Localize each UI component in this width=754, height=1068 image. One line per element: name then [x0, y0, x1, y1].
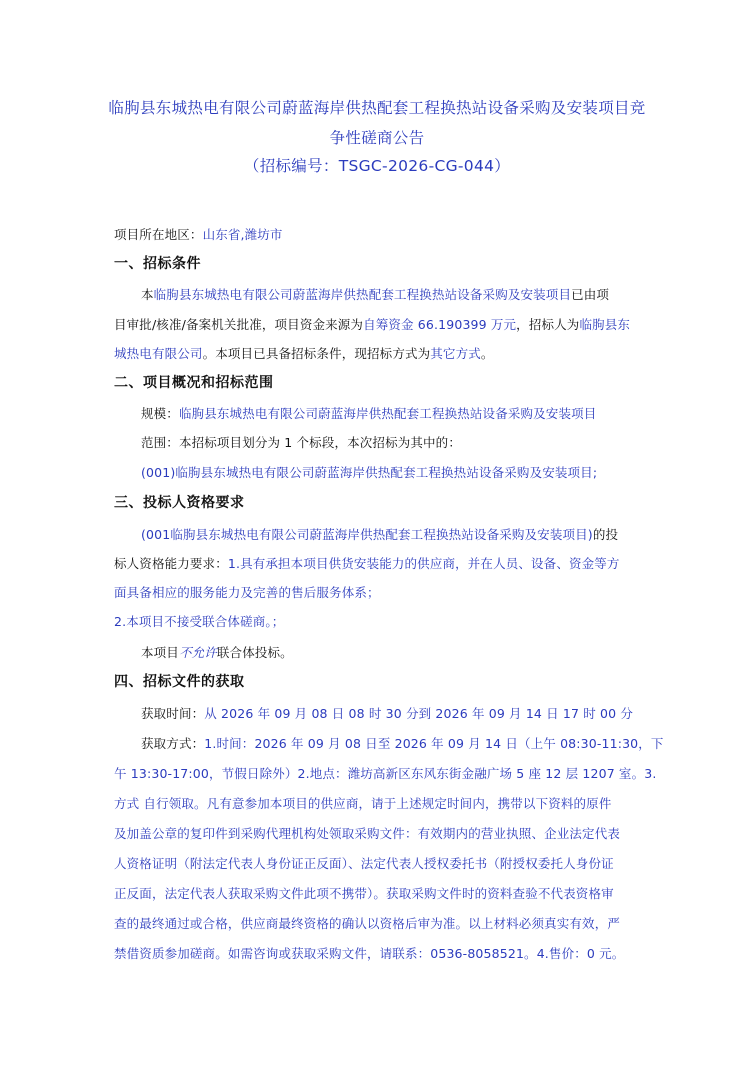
s4-way-line-7: 查的最终通过或合格，供应商最终资格的确认以资格后审为准。以上材料必须真实有效，严	[114, 916, 621, 931]
title-line-2: 争性磋商公告	[329, 129, 425, 147]
s4-time: 获取时间：从 2026 年 09 月 08 日 08 时 30 分到 2026 年 09 月 14 日 17 时 00 分	[141, 706, 634, 721]
region-value: 山东省,潍坊市	[202, 227, 283, 242]
s3-line-3: 面具备相应的服务能力及完善的售后服务体系；	[114, 585, 380, 600]
s1-paragraph-line-1: 本临朐县东城热电有限公司蔚蓝海岸供热配套工程换热站设备采购及安装项目已由项	[141, 287, 610, 302]
s2-scope: 范围：本招标项目划分为 1 个标段，本次招标为其中的：	[141, 435, 461, 450]
section-3-heading: 三、投标人资格要求	[114, 495, 245, 511]
title-line-1: 临朐县东城热电有限公司蔚蓝海岸供热配套工程换热站设备采购及安装项目竞	[108, 99, 646, 117]
s1-paragraph-line-2: 目审批/核准/备案机关批准，项目资金来源为自筹资金 66.190399 万元，招标人为临朐县东	[114, 317, 631, 332]
s2-lot: (001)临朐县东城热电有限公司蔚蓝海岸供热配套工程换热站设备采购及安装项目;	[141, 465, 598, 480]
s4-way-line-3: 方式 自行领取。凡有意参加本项目的供应商，请于上述规定时间内，携带以下资料的原件	[114, 796, 612, 811]
s4-way-line-5: 人资格证明（附法定代表人身份证正反面）、法定代表人授权委托书（附授权委托人身份证	[114, 856, 614, 871]
s2-scale: 规模：临朐县东城热电有限公司蔚蓝海岸供热配套工程换热站设备采购及安装项目	[141, 406, 597, 421]
s1-paragraph-line-3: 城热电有限公司。本项目已具备招标条件，现招标方式为其它方式。	[114, 346, 494, 361]
tenderer-name: 临朐县东	[579, 317, 631, 332]
s3-line-2: 标人资格能力要求：1.具有承担本项目供货安装能力的供应商，并在人员、设备、资金等方	[114, 556, 620, 571]
tender-method: 其它方式	[430, 346, 481, 361]
s4-way-line-2: 午 13:30-17:00，节假日除外）2.地点：潍坊高新区东风东街金融广场 5 座 12 层 1207 室。3.	[114, 766, 657, 781]
section-4-heading: 四、招标文件的获取	[114, 674, 245, 690]
s3-line-1: (001临朐县东城热电有限公司蔚蓝海岸供热配套工程换热站设备采购及安装项目)的投	[141, 527, 619, 542]
tender-number: （招标编号：TSGC-2026-CG-044）	[243, 157, 511, 175]
project-region	[114, 227, 634, 243]
region-label: 项目所在地区：	[114, 227, 203, 242]
s4-way-line-4: 及加盖公章的复印件到采购代理机构处领取采购文件：有效期内的营业执照、企业法定代表	[114, 826, 621, 841]
section-2-heading: 二、项目概况和招标范围	[114, 375, 274, 391]
s4-way-line-1: 获取方式：1.时间：2026 年 09 月 08 日至 2026 年 09 月 14 日（上午 08:30-11:30，下	[141, 736, 664, 751]
s3-line-5: 本项目不允许联合体投标。	[141, 645, 293, 660]
project-name: 临朐县东城热电有限公司蔚蓝海岸供热配套工程换热站设备采购及安装项目	[153, 287, 572, 302]
acquisition-time: 从 2026 年 09 月 08 日 08 时 30 分到 2026 年 09 月 14 日 17 时 00 分	[204, 706, 634, 721]
s3-line-4: 2.本项目不接受联合体磋商。；	[114, 614, 285, 629]
not-allowed-text: 不允许	[178, 645, 217, 660]
section-1-heading: 一、招标条件	[114, 256, 201, 272]
s4-way-line-8: 禁借资质参加磋商。如需咨询或获取采购文件，请联系：0536-8058521。4.售价：0 元。	[114, 946, 625, 961]
s4-way-line-6: 正反面，法定代表人获取采购文件此项不携带）。获取采购文件时的资料查验不代表资格审	[114, 886, 614, 901]
funding-source: 自筹资金 66.190399 万元	[363, 317, 517, 332]
